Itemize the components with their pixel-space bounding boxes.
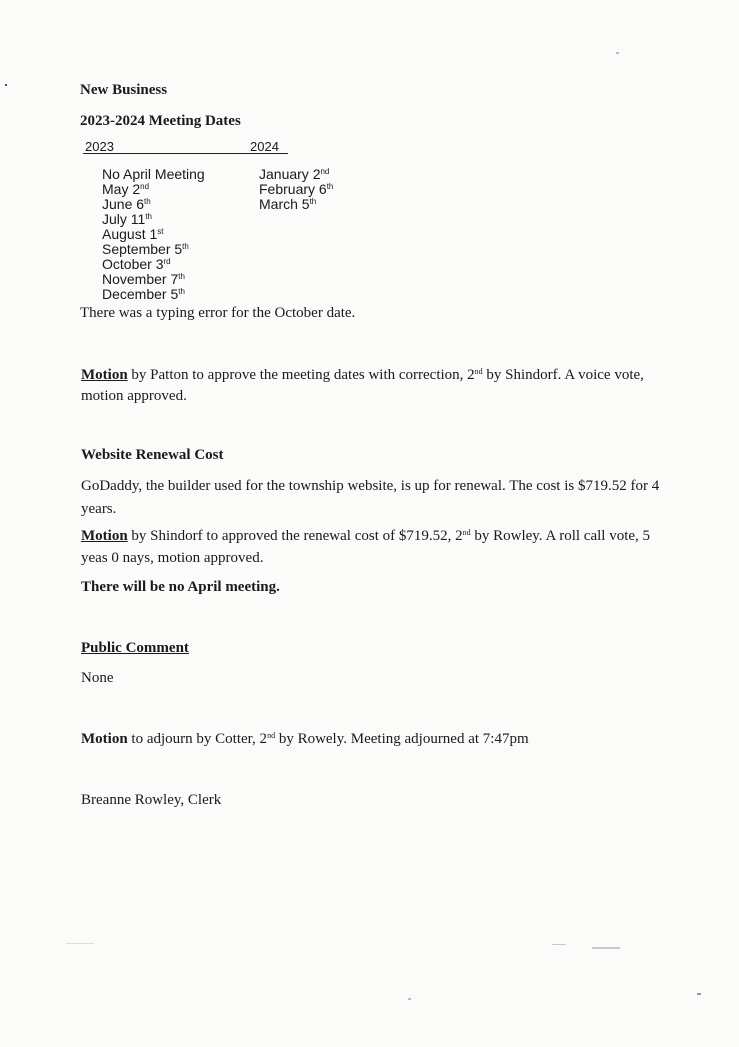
scan-speck [408, 998, 411, 1000]
motion-meeting-dates: Motion by Patton to approve the meeting dates with correction, 2nd by Shindorf. A voice vote, motion approved. [81, 367, 644, 404]
date-2024-item: March 5th [259, 196, 317, 212]
heading-website-renewal: Website Renewal Cost [81, 447, 224, 463]
date-2023-item: October 3rd [102, 256, 171, 272]
clerk-signature-line: Breanne Rowley, Clerk [81, 792, 222, 808]
motion-renewal-cost: Motion by Shindorf to approved the renewal cost of $719.52, 2nd by Rowley. A roll call vote, 5 yeas 0 nays, motion approved. [81, 528, 651, 566]
column-header-underline [83, 153, 288, 154]
scan-speck [552, 944, 566, 945]
heading-meeting-dates: 2023-2024 Meeting Dates [80, 113, 241, 129]
scan-speck [5, 84, 7, 86]
scan-speck [592, 947, 620, 949]
no-april-meeting-note: There will be no April meeting. [81, 579, 280, 595]
date-2023-item: September 5th [102, 241, 189, 257]
public-comment-text: None [81, 670, 114, 686]
date-2023-item: No April Meeting [102, 166, 205, 182]
heading-public-comment: Public Comment [81, 640, 189, 656]
date-2023-item: November 7th [102, 271, 185, 287]
scan-speck [66, 943, 94, 944]
heading-new-business: New Business [80, 82, 168, 98]
date-2024-item: February 6th [259, 181, 334, 197]
motion-adjourn: Motion to adjourn by Cotter, 2nd by Rowely. Meeting adjourned at 7:47pm [81, 731, 529, 747]
date-2023-item: May 2nd [102, 181, 150, 197]
dates-2024-list [259, 167, 333, 212]
date-2023-item: June 6th [102, 196, 151, 212]
date-2023-item: July 11th [102, 211, 152, 227]
scan-speck [616, 52, 619, 54]
column-header-2023: 2023 [85, 139, 114, 154]
dates-2023-list [102, 167, 205, 302]
date-2024-item: January 2nd [259, 166, 330, 182]
typing-error-note: There was a typing error for the October date. [80, 305, 356, 321]
website-renewal-text: GoDaddy, the builder used for the township website, is up for renewal. The cost is $719.52 for 4 years. [81, 478, 660, 517]
date-2023-item: August 1st [102, 226, 164, 242]
column-header-2024: 2024 [250, 139, 279, 154]
date-2023-item: December 5th [102, 286, 185, 302]
scan-speck [697, 993, 701, 995]
